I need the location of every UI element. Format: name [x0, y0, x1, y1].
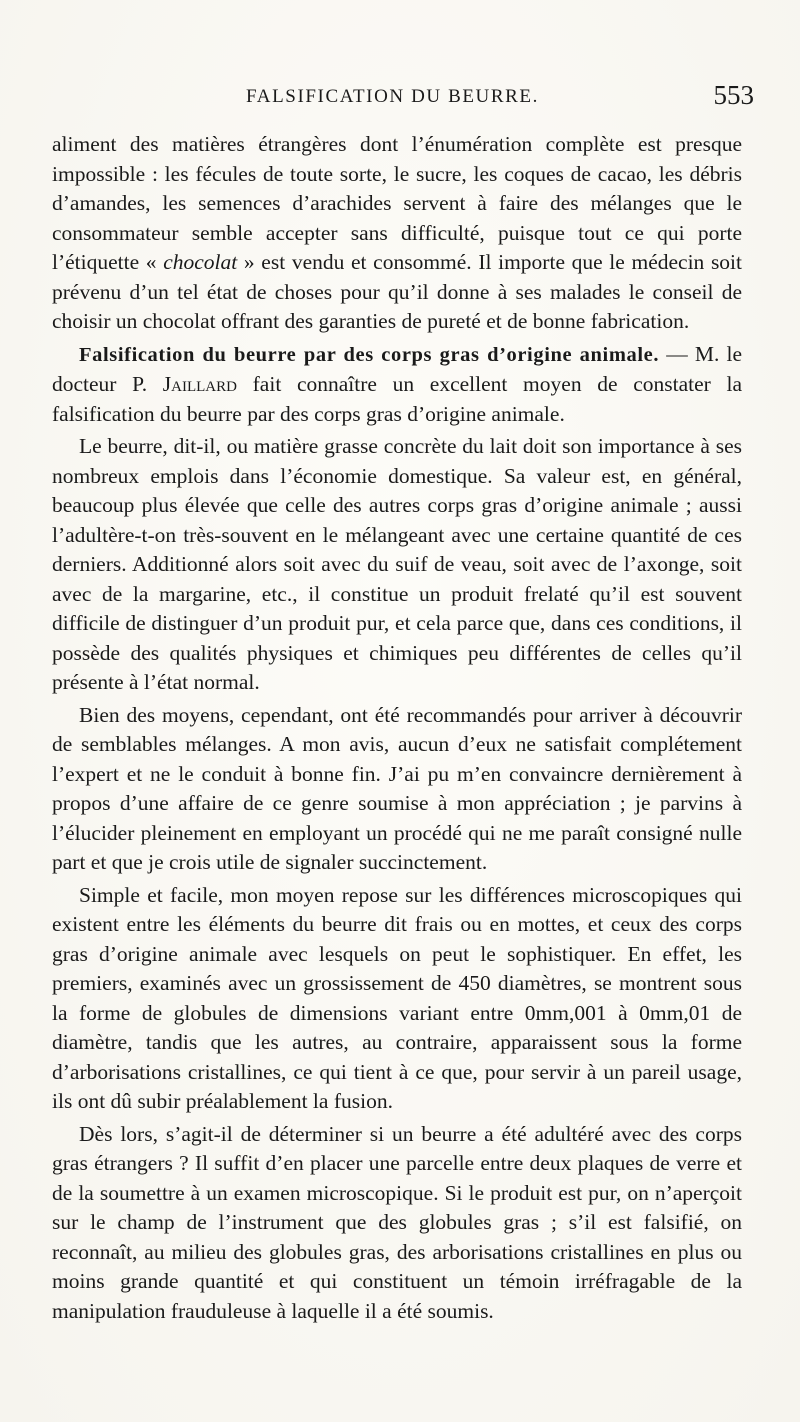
section-heading: Falsification du beurre par des corps gras d’origine animale.	[79, 343, 660, 366]
page-body	[52, 130, 742, 1329]
paragraph-chocolate	[52, 130, 742, 337]
paragraph-beurre-valeur: Le beurre, dit-il, ou matière grasse concrète du lait doit son importance à ses nombreux emplois dans l’économie domestique. Sa valeur est, en général, beaucoup plus élevée que celle des autres corps gras d’origine animale ; aussi l’adultère-t-on très-souvent en le mélangeant avec une certaine quantité de ces derniers. Additionné alors soit avec du suif de veau, soit avec de l’axonge, soit avec de la margarine, etc., il constitue un produit frelaté qu’il est souvent difficile de distinguer d’un produit pur, et cela parce que, dans ces conditions, il possède des qualités physiques et chimiques peu différentes de celles qu’il présente à l’état normal.	[52, 434, 742, 694]
paragraph-section-intro	[52, 340, 742, 430]
paragraph-chocolate-text: aliment des matières étrangères dont l’énumération complète est presque impossible : les fécules de toute sorte, le sucre, les coques de cacao, les débris d’amandes, les semences d’arachides servent à faire des mélanges que le consommateur semble accepter sans difficulté, puisque tout ce qui porte l’étiquette «	[52, 132, 742, 274]
section-intro-end: fait connaître un excellent moyen de constater la falsification du beurre par des corps gras d’origine animale.	[52, 372, 742, 426]
running-head-title: FALSIFICATION DU BEURRE.	[246, 86, 539, 107]
page-number: 553	[713, 80, 754, 110]
paragraph-moyens: Bien des moyens, cependant, ont été recommandés pour arriver à découvrir de semblables mélanges. A mon avis, aucun d’eux ne satisfait complétement l’expert et ne le conduit à bonne fin. J’ai pu m’en convaincre dernièrement à propos d’une affaire de ce genre soumise à mon appréciation ; je parvins à l’élucider pleinement en employant un procédé qui ne me paraît consigné nulle part et que je crois utile de signaler succinctement.	[52, 702, 742, 874]
paragraph-chocolate-end: » est vendu et consommé. Il importe que le médecin soit prévenu d’un tel état de choses pour qu’il donne à ses malades le conseil de choisir un chocolat offrant des garanties de pureté et de bonne fabrication.	[52, 250, 743, 333]
section-intro-start: — M. le docteur P.	[52, 341, 742, 396]
running-head	[0, 80, 800, 116]
paragraph-microscope: Simple et facile, mon moyen repose sur les différences microscopiques qui existent entre les éléments du beurre dit frais ou en mottes, et ceux des corps gras d’origine animale avec lesquels on peut le sophistiquer. En effet, les premiers, examinés avec un grossissement de 450 diamètres, se montrent sous la forme de globules de dimensions variant entre 0mm,001 à 0mm,01 de diamètre, tandis que les autres, au contraire, apparaissent sous la forme d’arborisations cristallines, ce qui tient à ce que, pour servir à un pareil usage, ils ont dû subir préalablement la fusion.	[52, 882, 742, 1113]
italic-chocolat: chocolat	[163, 250, 238, 274]
paragraph-examen: Dès lors, s’agit-il de déterminer si un beurre a été adultéré avec des corps gras étrangers ? Il suffit d’en placer une parcelle entre deux plaques de verre et de la soumettre à un examen microscopique. Si le produit est pur, on n’aperçoit sur le champ de l’instrument que des globules gras ; s’il est falsifié, on reconnaît, au milieu des globules gras, des arborisations cristallines en plus ou moins grande quantité et qui constituent un témoin irréfragable de la manipulation frauduleuse à laquelle il a été soumis.	[52, 1121, 742, 1323]
author-name: Jaillard	[162, 372, 237, 396]
